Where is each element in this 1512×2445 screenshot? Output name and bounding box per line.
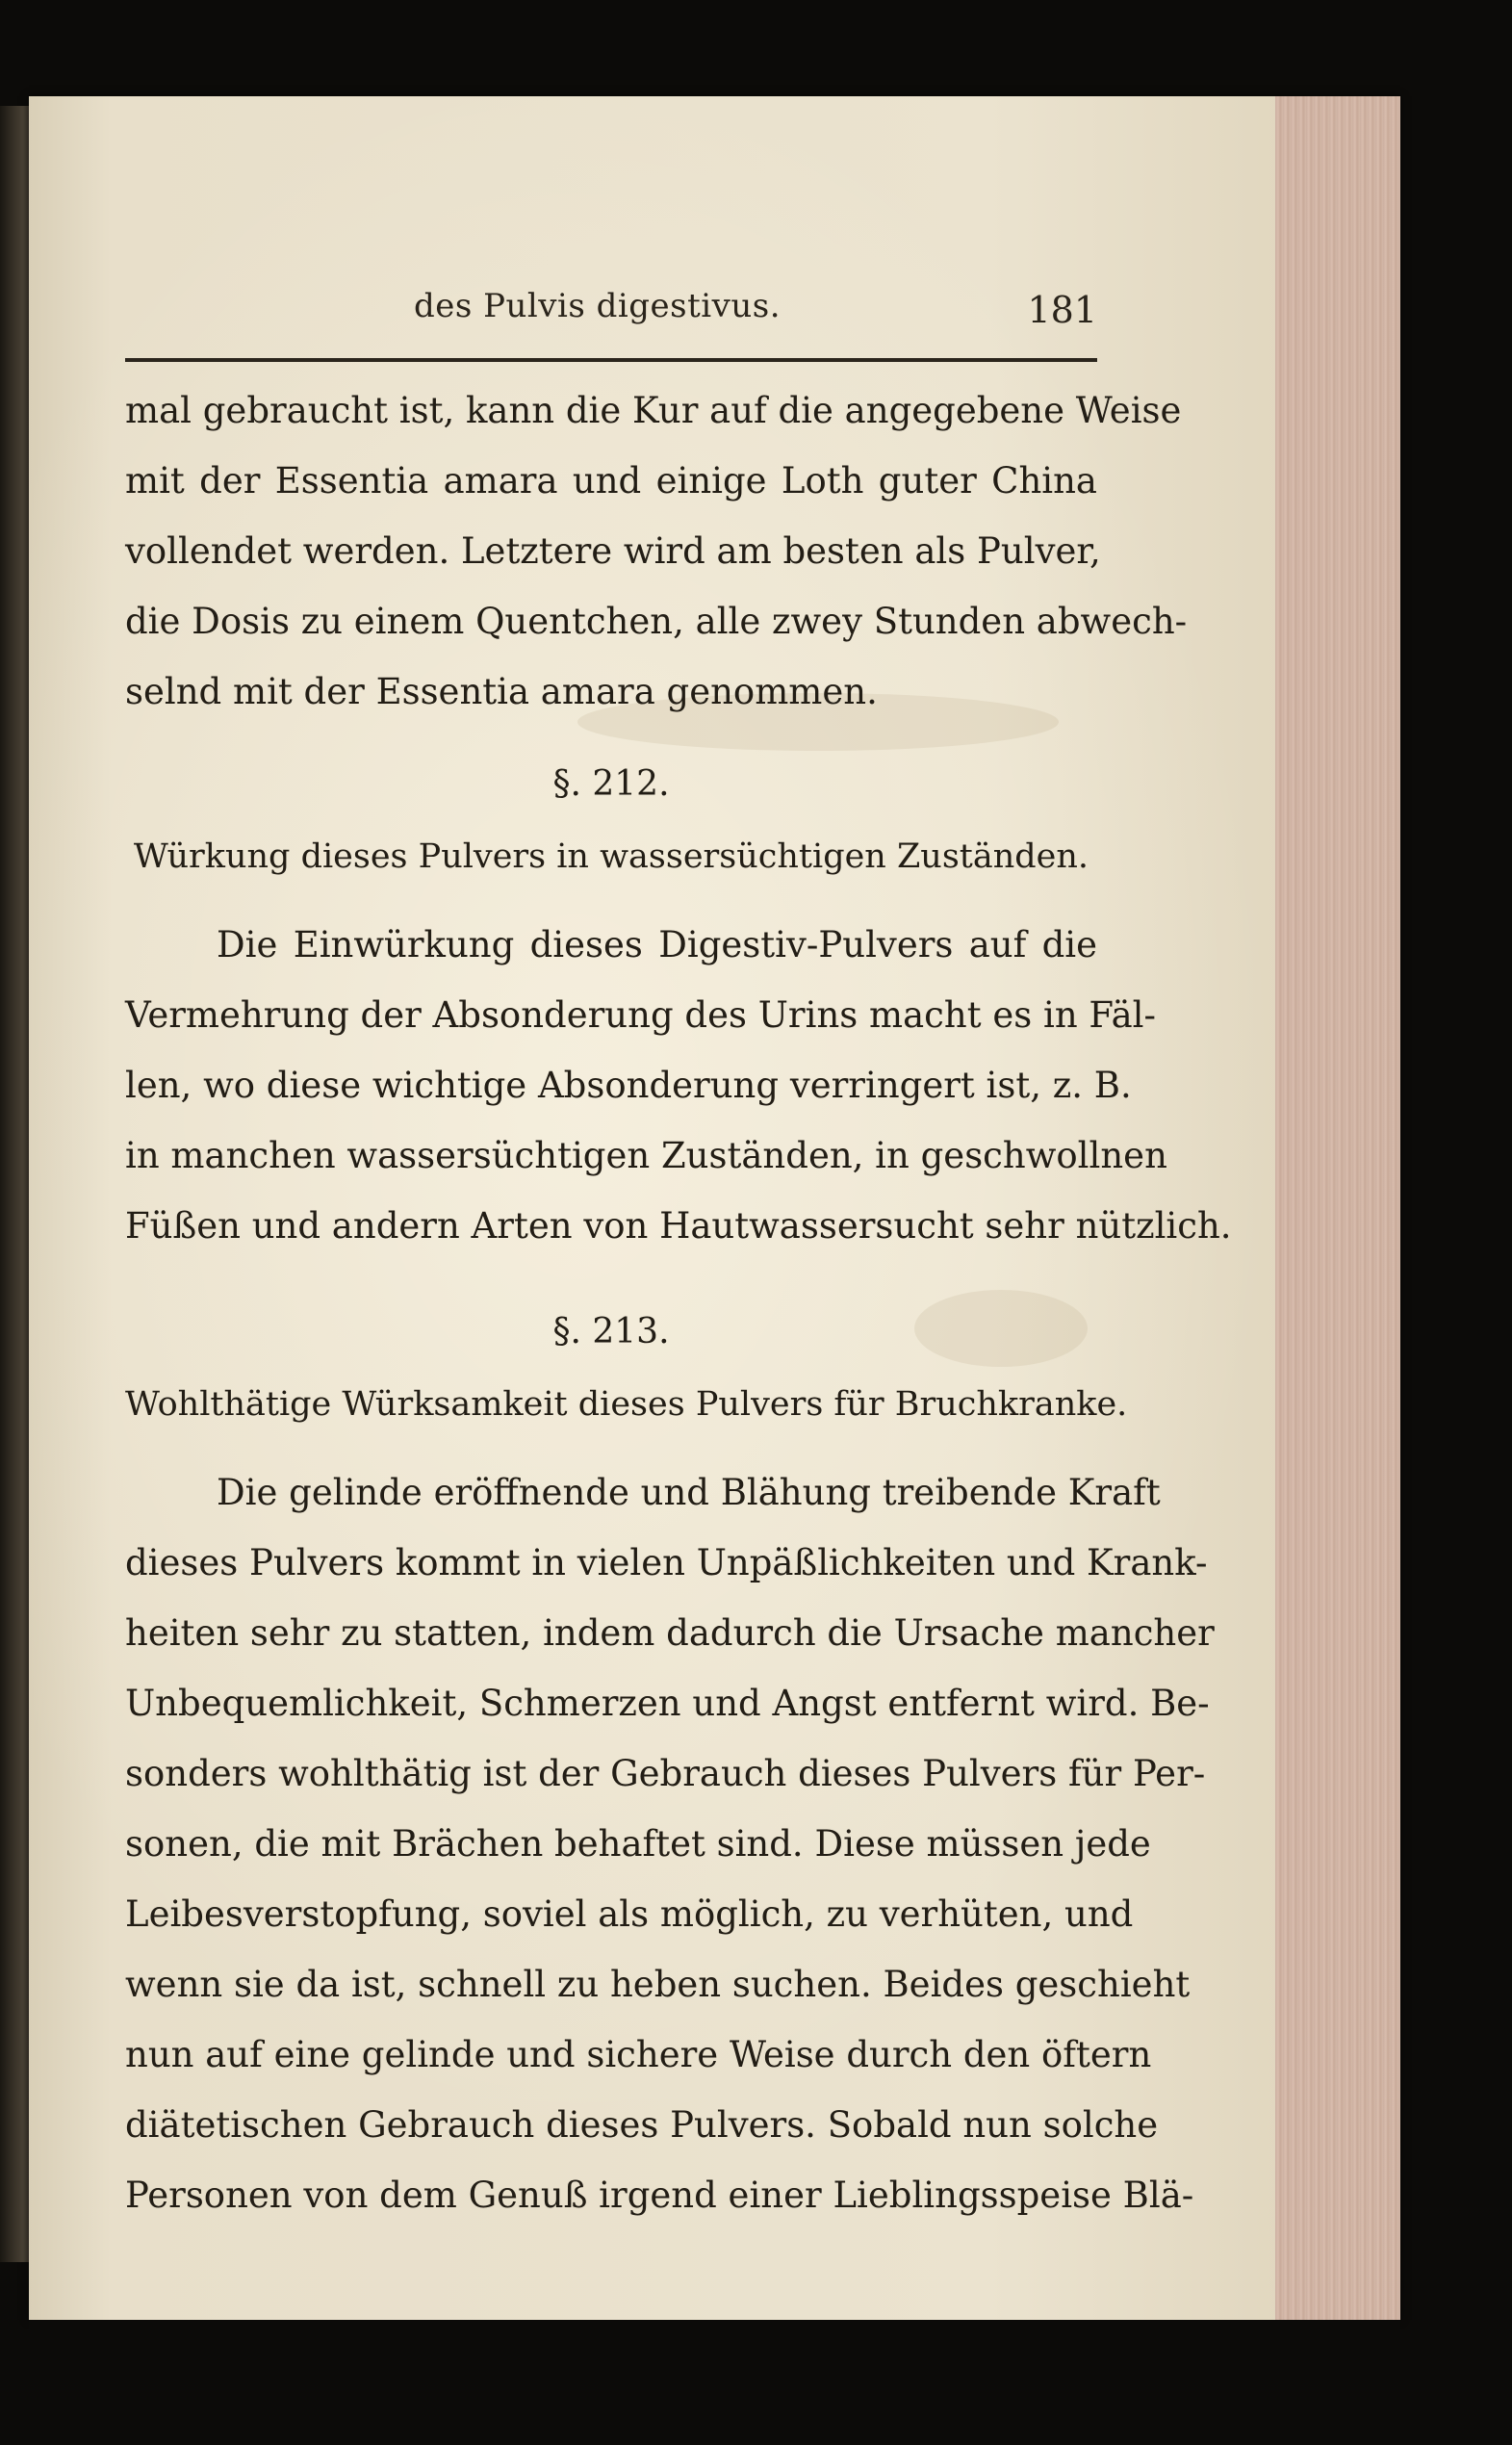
section-heading-213: Wohlthätige Würksamkeit dieses Pulvers für Bruchkranke. [125,1385,1128,1424]
text-line: diätetischen Gebrauch dieses Pulvers. Sobald nun solche [125,2104,1159,2146]
text-line: nun auf eine gelinde und sichere Weise durch den öftern [125,2034,1152,2075]
text-line: die Dosis zu einem Quentchen, alle zwey Stunden abwech- [125,601,1188,642]
page-number: 181 [1027,289,1097,331]
text-line: len, wo diese wichtige Absonderung verringert ist, z. B. [125,1065,1132,1106]
text-line: Leibesverstopfung, soviel als möglich, zu verhüten, und [125,1893,1134,1935]
page-edges [1275,96,1400,2320]
text-line: heiten sehr zu statten, indem dadurch die Ursache mancher [125,1612,1215,1654]
section-paragraph-213 [125,1457,1215,2230]
text-line: selnd mit der Essentia amara genommen. [125,671,878,712]
header-rule [125,358,1097,362]
text-line: Vermehrung der Absonderung des Urins macht es in Fäl- [125,994,1156,1036]
text-line: mal gebraucht ist, kann die Kur auf die angegebene Weise [125,390,1182,431]
text-line: sonders wohlthätig ist der Gebrauch dieses Pulvers für Per- [125,1753,1206,1794]
background [29,2320,1400,2445]
section-heading-212: Würkung dieses Pulvers in wassersüchtigen Zuständen. [133,837,1089,876]
section-paragraph-212 [125,910,1232,1261]
text-line: mit der Essentia amara und einige Loth guter China [125,460,1097,502]
body-text [125,375,1232,2230]
text-line: Füßen und andern Arten von Hautwassersucht sehr nützlich. [125,1205,1232,1247]
text-line: Personen von dem Genuß irgend einer Lieblingsspeise Blä- [125,2175,1194,2216]
page-header [125,287,1097,345]
running-title: des Pulvis digestivus. [414,287,781,325]
section-number-213: §. 213. [552,1312,670,1351]
continuation-paragraph [125,375,1188,727]
text-line: in manchen wassersüchtigen Zuständen, in geschwollnen [125,1135,1167,1176]
text-line: sonen, die mit Brächen behaftet sind. Diese müssen jede [125,1823,1151,1865]
text-line: vollendet werden. Letztere wird am besten als Pulver, [125,530,1101,572]
text-line: Die gelinde eröffnende und Blähung treibende Kraft [217,1472,1161,1513]
text-line: Unbequemlichkeit, Schmerzen und Angst entfernt wird. Be- [125,1683,1210,1724]
text-line: wenn sie da ist, schnell zu heben suchen. Beides geschieht [125,1964,1191,2005]
section-number-212: §. 212. [552,764,670,804]
text-line: Die Einwürkung dieses Digestiv-Pulvers auf die [217,924,1097,965]
text-line: dieses Pulvers kommt in vielen Unpäßlichkeiten und Krank- [125,1542,1208,1583]
